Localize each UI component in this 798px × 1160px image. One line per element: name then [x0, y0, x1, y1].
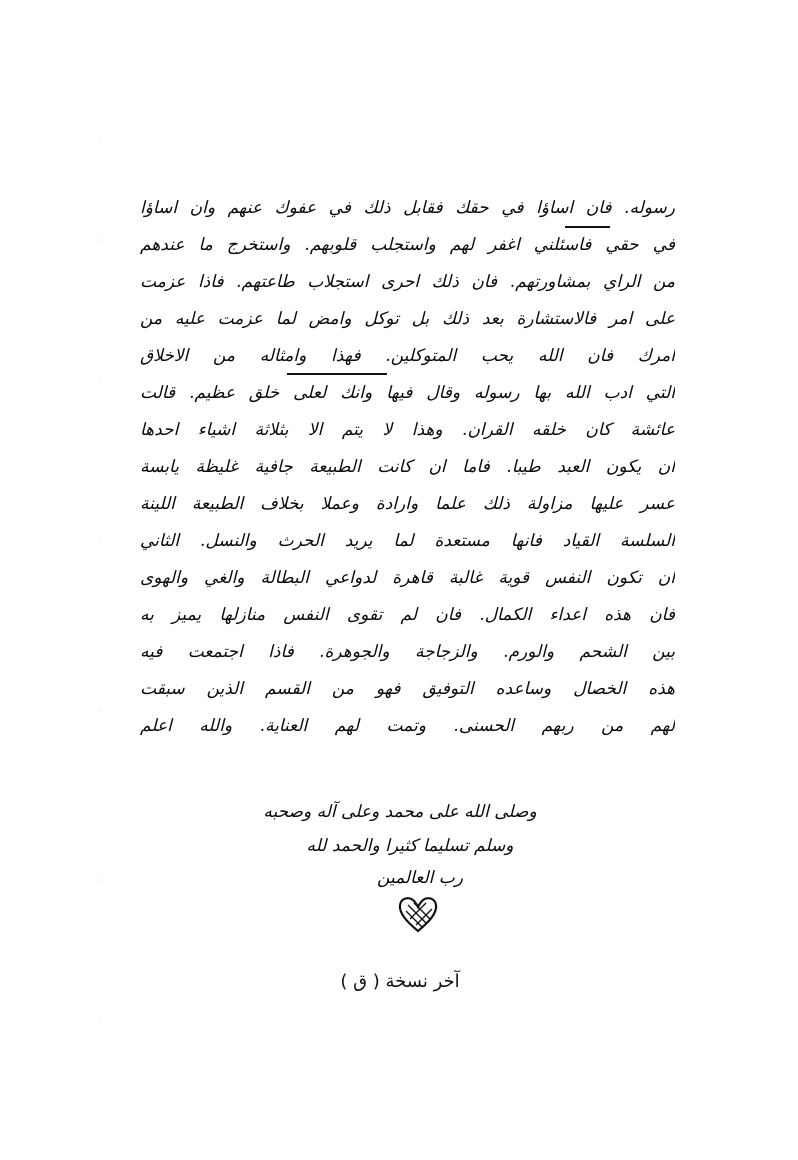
colophon-line: وسلم تسليما كثيرا والحمد لله [306, 836, 514, 856]
manuscript-line: بين الشحم والورم. والزجاجة والجوهرة. فاذا اجتمعت فيه [140, 642, 675, 662]
manuscript-line: لهم من ربهم الحسنى. وتمت لهم العناية. والله اعلم [140, 716, 675, 736]
overline-stroke [287, 373, 387, 375]
colophon-line: وصلى الله على محمد وعلى آله وصحبه [263, 802, 537, 822]
manuscript-line: فان هذه اعداء الكمال. فان لم تقوى النفس منازلها يميز به [140, 605, 675, 625]
heart-ornament-icon [396, 893, 440, 935]
manuscript-line: السلسة القياد فانها مستعدة لما يريد الحرث والنسل. الثاني [140, 531, 675, 551]
overline-stroke [565, 226, 610, 228]
manuscript-line: ان تكون النفس قوية غالبة قاهرة لدواعي البطالة والغي والهوى [140, 568, 675, 588]
manuscript-line: التي ادب الله بها رسوله وقال فيها وانك لعلى خلق عظيم. قالت [140, 383, 675, 403]
manuscript-line: عسر عليها مزاولة ذلك علما وارادة وعملا بخلاف الطبيعة اللينة [140, 494, 675, 514]
colophon-line: رب العالمين [377, 868, 463, 888]
footer-note: آخر نسخة ( ق ) [340, 971, 460, 992]
manuscript-line: هذه الخصال وساعده التوفيق فهو من القسم الذين سبقت [140, 679, 675, 699]
manuscript-line: من الراي بمشاورتهم. فان ذلك احرى استجلاب طاعتهم. فاذا عزمت [140, 272, 675, 292]
manuscript-line: على امر فالاستشارة بعد ذلك بل توكل وامض لما عزمت عليه من [140, 309, 675, 329]
manuscript-line: امرك فان الله يحب المتوكلين. فهذا وامثاله من الاخلاق [140, 346, 675, 366]
manuscript-line: رسوله. فان اساؤا في حقك فقابل ذلك في عفوك عنهم وان اساؤا [140, 198, 675, 218]
manuscript-line: في حقي فاسئلني اغفر لهم واستجلب قلوبهم. واستخرج ما عندهم [140, 235, 675, 255]
margin-dots [100, 120, 102, 1060]
manuscript-line: عائشة كان خلقه القران. وهذا لا يتم الا بثلاثة اشياء احدها [140, 420, 675, 440]
manuscript-line: ان يكون العبد طيبا. فاما ان كانت الطبيعة جافية غليظة يابسة [140, 457, 675, 477]
